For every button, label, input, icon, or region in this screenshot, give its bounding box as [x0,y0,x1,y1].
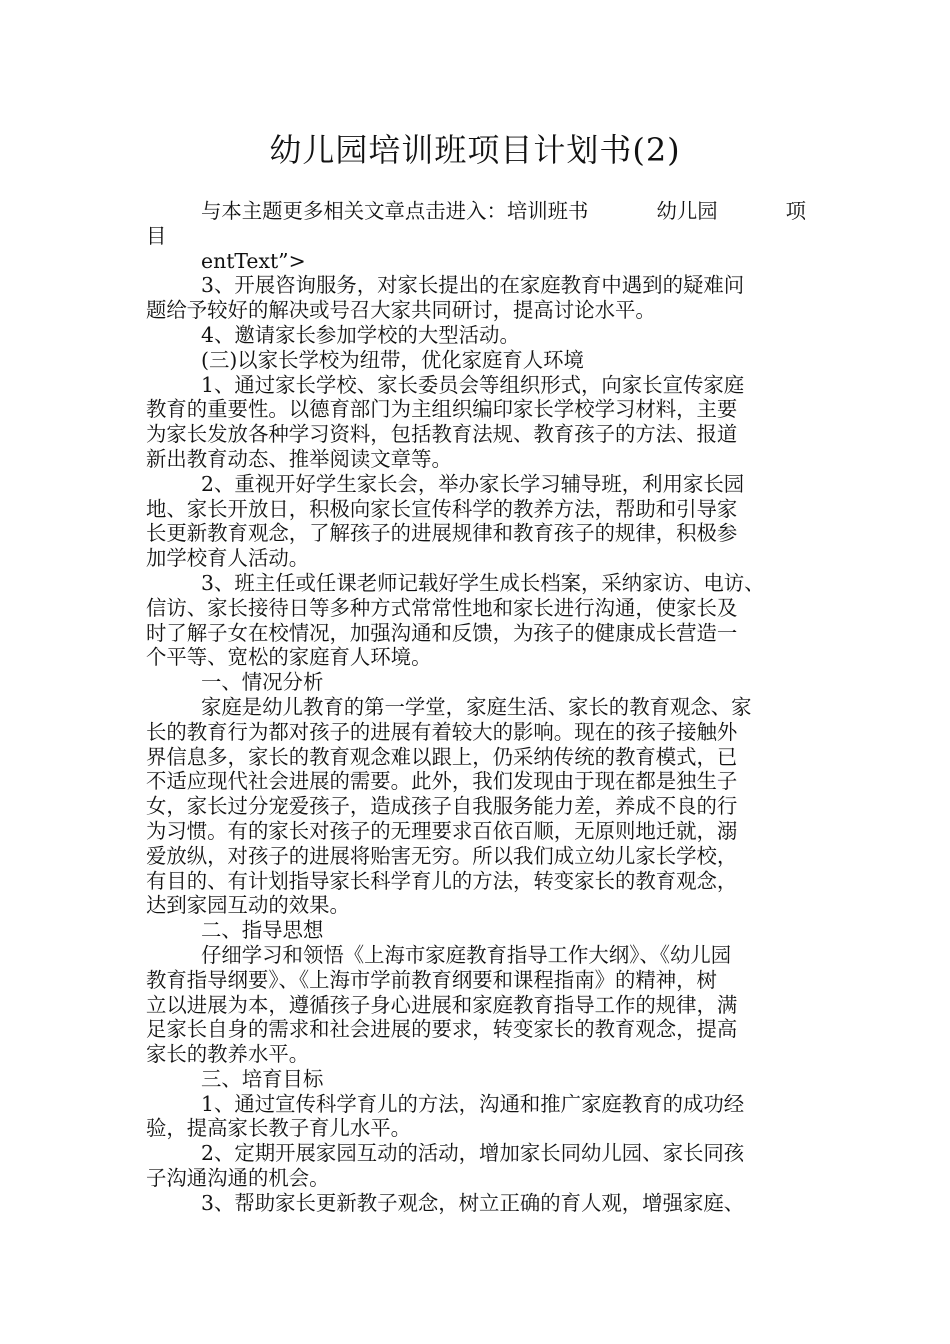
section-heading: 三、培育目标 [201,1066,324,1091]
text-line: 时了解子女在校情况，加强沟通和反馈，为孩子的健康成长营造一 [146,620,738,645]
text-line: 达到家园互动的效果。 [146,893,350,918]
text-line: 2、重视开好学生家长会，举办家长学习辅导班，利用家长园 [201,471,745,496]
related-articles-lead: 与本主题更多相关文章点击进入：培训班书 [201,199,589,223]
text-line: 不适应现代社会进展的需要。此外，我们发现由于现在都是独生子 [146,769,738,794]
text-line: 为习惯。有的家长对孩子的无理要求百依百顺，无原则地迁就，溺 [146,818,738,843]
text-line: 为家长发放各种学习资料，包括教育法规、教育孩子的方法、报道 [146,422,738,447]
text-line: entText”> [201,248,306,273]
related-articles-line [146,199,806,224]
text-line: 2、定期开展家园互动的活动，增加家长同幼儿园、家长同孩 [201,1141,745,1166]
related-articles-wrap: 目 [146,223,167,248]
text-line: 教育的重要性。以德育部门为主组织编印家长学校学习材料，主要 [146,397,738,422]
text-line: 3、开展咨询服务，对家长提出的在家庭教育中遇到的疑难问 [201,273,745,298]
text-line: 地、家长开放日，积极向家长宣传科学的教养方法，帮助和引导家 [146,496,738,521]
related-keyword-project-link[interactable]: 项 [785,199,806,223]
text-line: 题给予较好的解决或号召大家共同研讨，提高讨论水平。 [146,298,656,323]
document-title: 幼儿园培训班项目计划书(2) [269,131,681,169]
text-line: 4、邀请家长参加学校的大型活动。 [201,322,520,347]
text-line: 有目的、有计划指导家长科学育儿的方法，转变家长的教育观念， [146,868,738,893]
text-line: 界信息多，家长的教育观念难以跟上，仍采纳传统的教育模式，已 [146,744,738,769]
section-heading: (三)以家长学校为纽带，优化家庭育人环境 [201,347,584,372]
text-line: 立以进展为本，遵循孩子身心进展和家庭教育指导工作的规律，满 [146,992,738,1017]
text-line: 长更新教育观念，了解孩子的进展规律和教育孩子的规律，积极参 [146,521,738,546]
text-line: 加学校育人活动。 [146,546,310,571]
text-line: 家长的教养水平。 [146,1042,310,1067]
text-line: 验，提高家长教子育儿水平。 [146,1116,412,1141]
text-line: 足家长自身的需求和社会进展的要求，转变家长的教育观念，提高 [146,1017,738,1042]
text-line: 教育指导纲要》、《上海市学前教育纲要和课程指南》的精神，树 [146,967,717,992]
text-line: 子沟通沟通的机会。 [146,1166,330,1191]
document-body [146,199,806,1216]
text-line: 仔细学习和领悟《上海市家庭教育指导工作大纲》、《幼儿园 [201,942,732,967]
text-line: 女，家长过分宠爱孩子，造成孩子自我服务能力差，养成不良的行 [146,794,738,819]
text-line: 家庭是幼儿教育的第一学堂，家庭生活、家长的教育观念、家 [201,694,752,719]
text-line: 信访、家长接待日等多种方式常常性地和家长进行沟通，使家长及 [146,595,738,620]
related-keyword-kindergarten-link[interactable]: 幼儿园 [656,199,718,223]
text-line: 3、帮助家长更新教子观念，树立正确的育人观，增强家庭、 [201,1190,745,1215]
text-line: 1、通过家长学校、家长委员会等组织形式，向家长宣传家庭 [201,372,745,397]
text-line: 1、通过宣传科学育儿的方法，沟通和推广家庭教育的成功经 [201,1091,745,1116]
text-line: 爱放纵，对孩子的进展将贻害无穷。所以我们成立幼儿家长学校， [146,843,738,868]
text-line: 新出教育动态、推举阅读文章等。 [146,446,452,471]
section-heading: 一、情况分析 [201,670,324,695]
text-line: 3、班主任或任课老师记载好学生成长档案，采纳家访、电访、 [201,570,765,595]
section-heading: 二、指导思想 [201,918,324,943]
text-line: 个平等、宽松的家庭育人环境。 [146,645,432,670]
text-line: 长的教育行为都对孩子的进展有着较大的影响。现在的孩子接触外 [146,719,738,744]
